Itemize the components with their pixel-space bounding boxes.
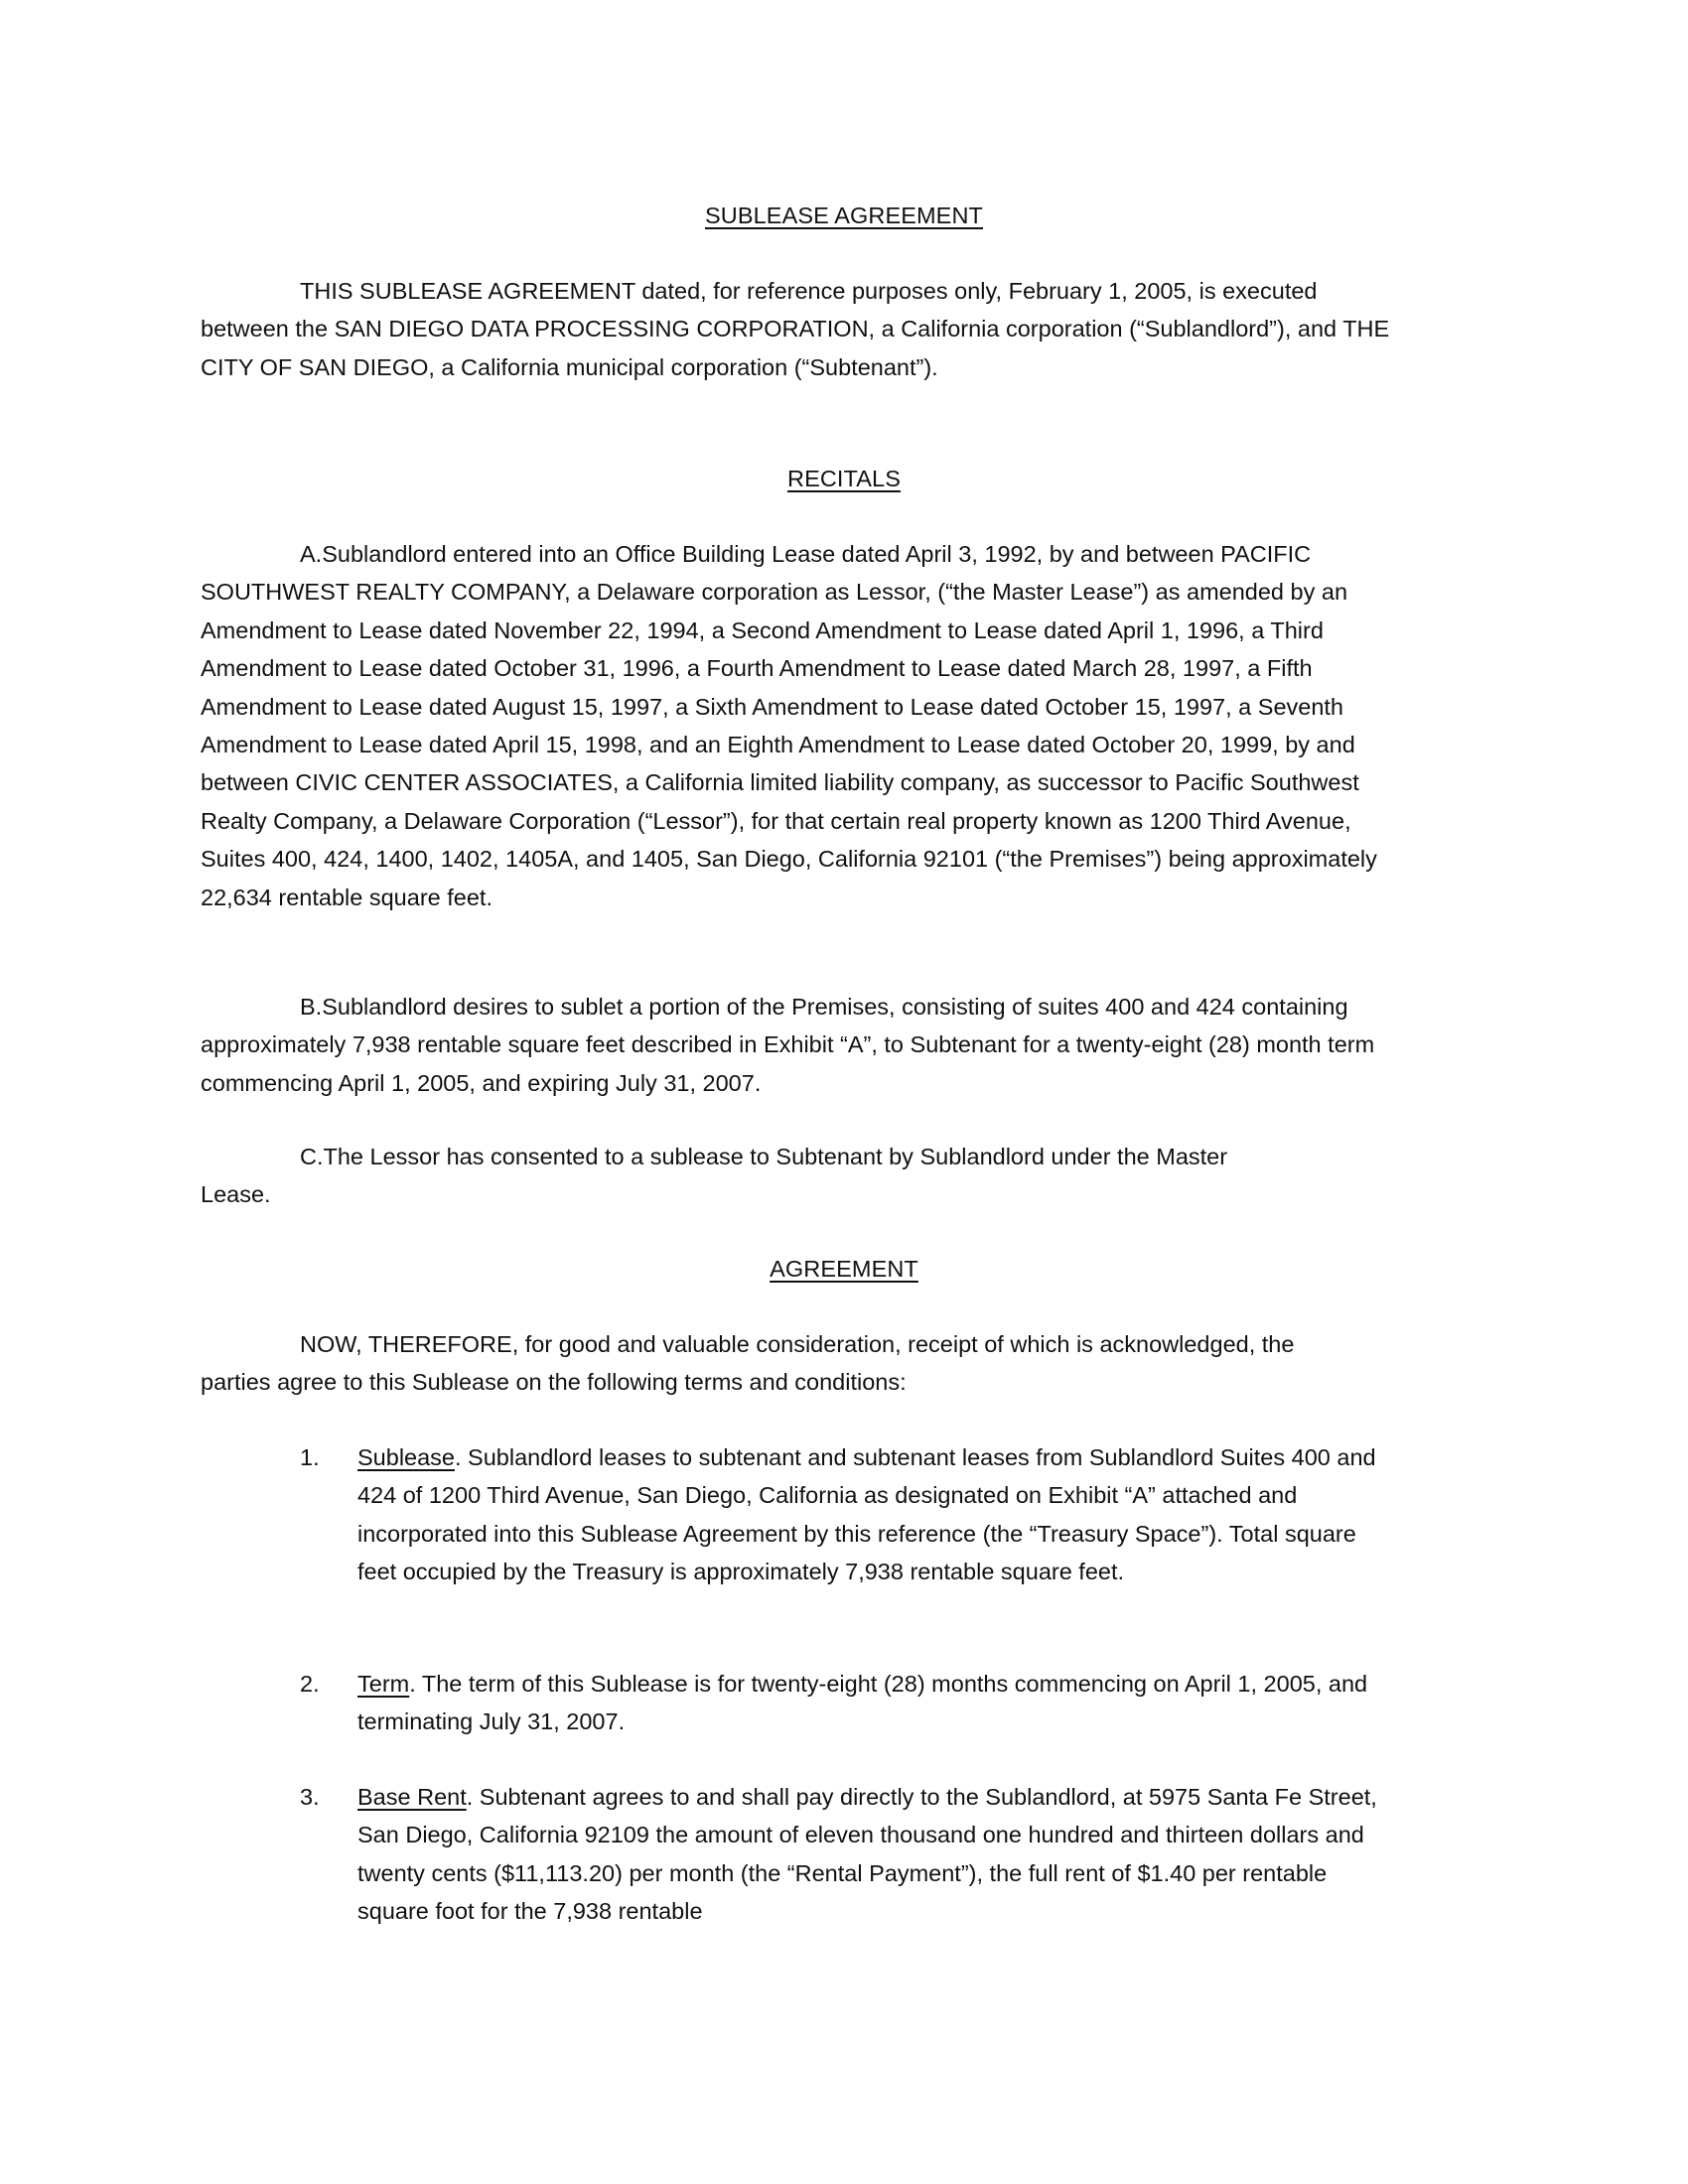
- recital-c-line: C.The Lessor has consented to a sublease to Subtenant by Sublandlord under the Master: [300, 1144, 1228, 1169]
- recital-a-line: Amendment to Lease dated October 31, 1996, a Fourth Amendment to Lease dated March 28, 1997, a Fifth: [201, 655, 1313, 682]
- preamble-line: parties agree to this Sublease on the following terms and conditions:: [201, 1369, 907, 1396]
- intro-line: between the SAN DIEGO DATA PROCESSING CORPORATION, a California corporation (“Sublandlord”), and THE: [201, 316, 1390, 342]
- item-number: 3.: [300, 1784, 320, 1810]
- recitals-heading: RECITALS: [787, 466, 901, 491]
- recital-a-line: Realty Company, a Delaware Corporation (“Lessor”), for that certain real property known as 1200 Third Avenue,: [201, 807, 1351, 834]
- item-text: . Subtenant agrees to and shall pay directly to the Sublandlord, at 5975 Santa Fe Street,: [466, 1784, 1377, 1810]
- intro-line: THIS SUBLEASE AGREEMENT dated, for reference purposes only, February 1, 2005, is executed: [300, 278, 1318, 304]
- preamble-line: NOW, THEREFORE, for good and valuable consideration, receipt of which is acknowledged, the: [300, 1331, 1295, 1357]
- recital-b: [201, 988, 1491, 1102]
- item-body: [357, 1665, 1367, 1741]
- recital-c-line: Lease.: [201, 1181, 271, 1208]
- intro-paragraph: [201, 272, 1491, 386]
- agreement-heading: AGREEMENT: [770, 1256, 918, 1282]
- recital-a-line: A.Sublandlord entered into an Office Building Lease dated April 3, 1992, by and between PACIFIC: [300, 541, 1312, 567]
- item-line: San Diego, California 92109 the amount of eleven thousand one hundred and thirteen dollars and: [357, 1822, 1364, 1848]
- recital-a: [201, 535, 1491, 916]
- recital-b-line: commencing April 1, 2005, and expiring July 31, 2007.: [201, 1069, 762, 1096]
- recital-a-line: Amendment to Lease dated April 15, 1998, and an Eighth Amendment to Lease dated October 20, 1999, by and: [201, 731, 1355, 757]
- item-line: feet occupied by the Treasury is approximately 7,938 rentable square feet.: [357, 1559, 1125, 1585]
- recital-c: [201, 1138, 1491, 1214]
- item-caption: Term: [357, 1671, 410, 1697]
- item-caption: Sublease: [357, 1444, 455, 1470]
- recital-b-line: approximately 7,938 rentable square feet described in Exhibit “A”, to Subtenant for a twenty-eight (28) month term: [201, 1031, 1375, 1058]
- recital-a-line: 22,634 rentable square feet.: [201, 884, 492, 910]
- item-body: [357, 1438, 1376, 1591]
- item-line: 424 of 1200 Third Avenue, San Diego, California as designated on Exhibit “A” attached and: [357, 1482, 1298, 1509]
- recital-a-line: between CIVIC CENTER ASSOCIATES, a California limited liability company, as successor to Pacific Southwest: [201, 769, 1359, 796]
- recital-a-line: SOUTHWEST REALTY COMPANY, a Delaware corporation as Lessor, (“the Master Lease”) as amended by an: [201, 579, 1348, 606]
- intro-line: CITY OF SAN DIEGO, a California municipal corporation (“Subtenant”).: [201, 353, 938, 380]
- recital-a-line: Suites 400, 424, 1400, 1402, 1405A, and 1405, San Diego, California 92101 (“the Premises”) being approximately: [201, 846, 1377, 873]
- item-body: [357, 1778, 1377, 1931]
- item-text: . Sublandlord leases to subtenant and subtenant leases from Sublandlord Suites 400 and: [455, 1444, 1376, 1470]
- recital-a-line: Amendment to Lease dated November 22, 1994, a Second Amendment to Lease dated April 1, 1996, a Third: [201, 616, 1324, 643]
- agreement-item-2: [300, 1665, 1491, 1744]
- document-title: SUBLEASE AGREEMENT: [705, 203, 983, 228]
- agreement-item-3: [300, 1778, 1491, 1937]
- item-line: terminating July 31, 2007.: [357, 1708, 626, 1735]
- recital-a-line: Amendment to Lease dated August 15, 1997, a Sixth Amendment to Lease dated October 15, 1997, a Seventh: [201, 693, 1343, 720]
- agreement-preamble: [201, 1325, 1491, 1402]
- recital-b-line: B.Sublandlord desires to sublet a portion of the Premises, consisting of suites 400 and 424 containing: [300, 994, 1348, 1020]
- item-text: . The term of this Sublease is for twenty-eight (28) months commencing on April 1, 2005, and: [409, 1671, 1368, 1697]
- item-number: 1.: [300, 1444, 320, 1470]
- item-line: twenty cents ($11,113.20) per month (the “Rental Payment”), the full rent of $1.40 per rentable: [357, 1859, 1328, 1886]
- item-line: incorporated into this Sublease Agreement by this reference (the “Treasury Space”). Total square: [357, 1520, 1356, 1547]
- item-caption: Base Rent: [357, 1784, 467, 1810]
- item-line: square foot for the 7,938 rentable: [357, 1898, 703, 1925]
- item-number: 2.: [300, 1671, 320, 1697]
- agreement-item-1: [300, 1438, 1491, 1597]
